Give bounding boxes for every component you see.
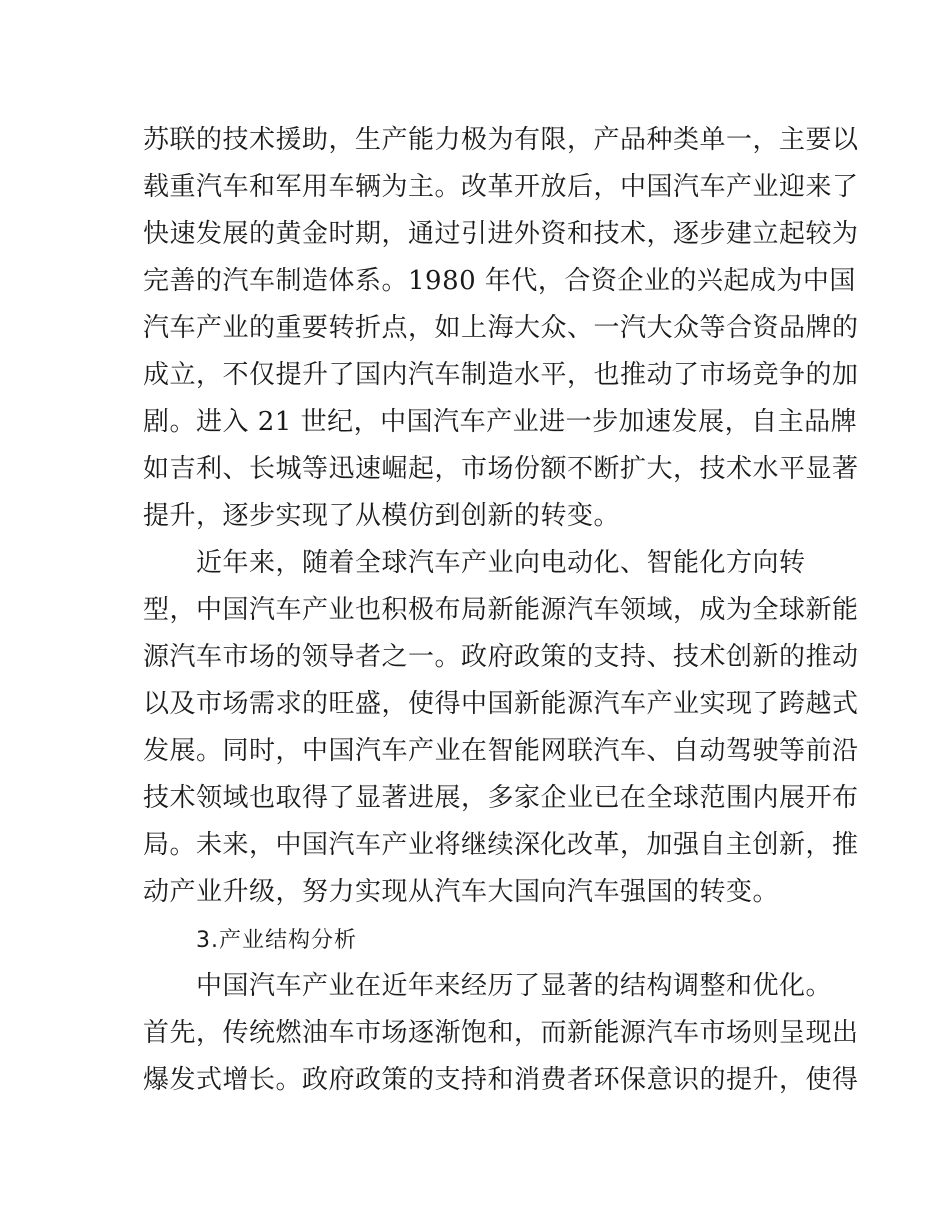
paragraph-first-line: 近年来，随着全球汽车产业向电动化、智能化方向转 (196, 548, 806, 578)
paragraph-line: 剧。进入 21 世纪，中国汽车产业进一步加速发展，自主品牌 (143, 407, 858, 437)
paragraph-line: 源汽车市场的领导者之一。政府政策的支持、技术创新的推动 (143, 642, 859, 672)
paragraph-first-line: 中国汽车产业在近年来经历了显著的结构调整和优化。 (196, 971, 833, 1001)
paragraph-line: 如吉利、长城等迅速崛起，市场份额不断扩大，技术水平显著 (143, 454, 859, 484)
paragraph-line: 载重汽车和军用车辆为主。改革开放后，中国汽车产业迎来了 (143, 172, 859, 202)
paragraph-line: 型，中国汽车产业也积极布局新能源汽车领域，成为全球新能 (143, 595, 859, 625)
paragraph-line: 首先，传统燃油车市场逐渐饱和，而新能源汽车市场则呈现出 (143, 1018, 859, 1048)
paragraph-line: 快速发展的黄金时期，通过引进外资和技术，逐步建立起较为 (143, 219, 859, 249)
paragraph-line: 完善的汽车制造体系。1980 年代，合资企业的兴起成为中国 (143, 266, 856, 296)
paragraph-line: 成立，不仅提升了国内汽车制造水平，也推动了市场竞争的加 (143, 360, 859, 390)
section-heading: 3.产业结构分析 (196, 928, 357, 953)
paragraph-line: 爆发式增长。政府政策的支持和消费者环保意识的提升，使得 (143, 1065, 859, 1095)
paragraph-line: 局。未来，中国汽车产业将继续深化改革，加强自主创新，推 (143, 830, 859, 860)
paragraph-line: 提升，逐步实现了从模仿到创新的转变。 (143, 501, 621, 531)
paragraph-line: 动产业升级，努力实现从汽车大国向汽车强国的转变。 (143, 877, 780, 907)
paragraph-line: 汽车产业的重要转折点，如上海大众、一汽大众等合资品牌的 (143, 313, 859, 343)
paragraph-line: 以及市场需求的旺盛，使得中国新能源汽车产业实现了跨越式 (143, 689, 859, 719)
paragraph-line: 技术领域也取得了显著进展，多家企业已在全球范围内展开布 (143, 783, 859, 813)
paragraph-line: 发展。同时，中国汽车产业在智能网联汽车、自动驾驶等前沿 (143, 736, 859, 766)
paragraph-line: 苏联的技术援助，生产能力极为有限，产品种类单一，主要以 (143, 125, 859, 155)
